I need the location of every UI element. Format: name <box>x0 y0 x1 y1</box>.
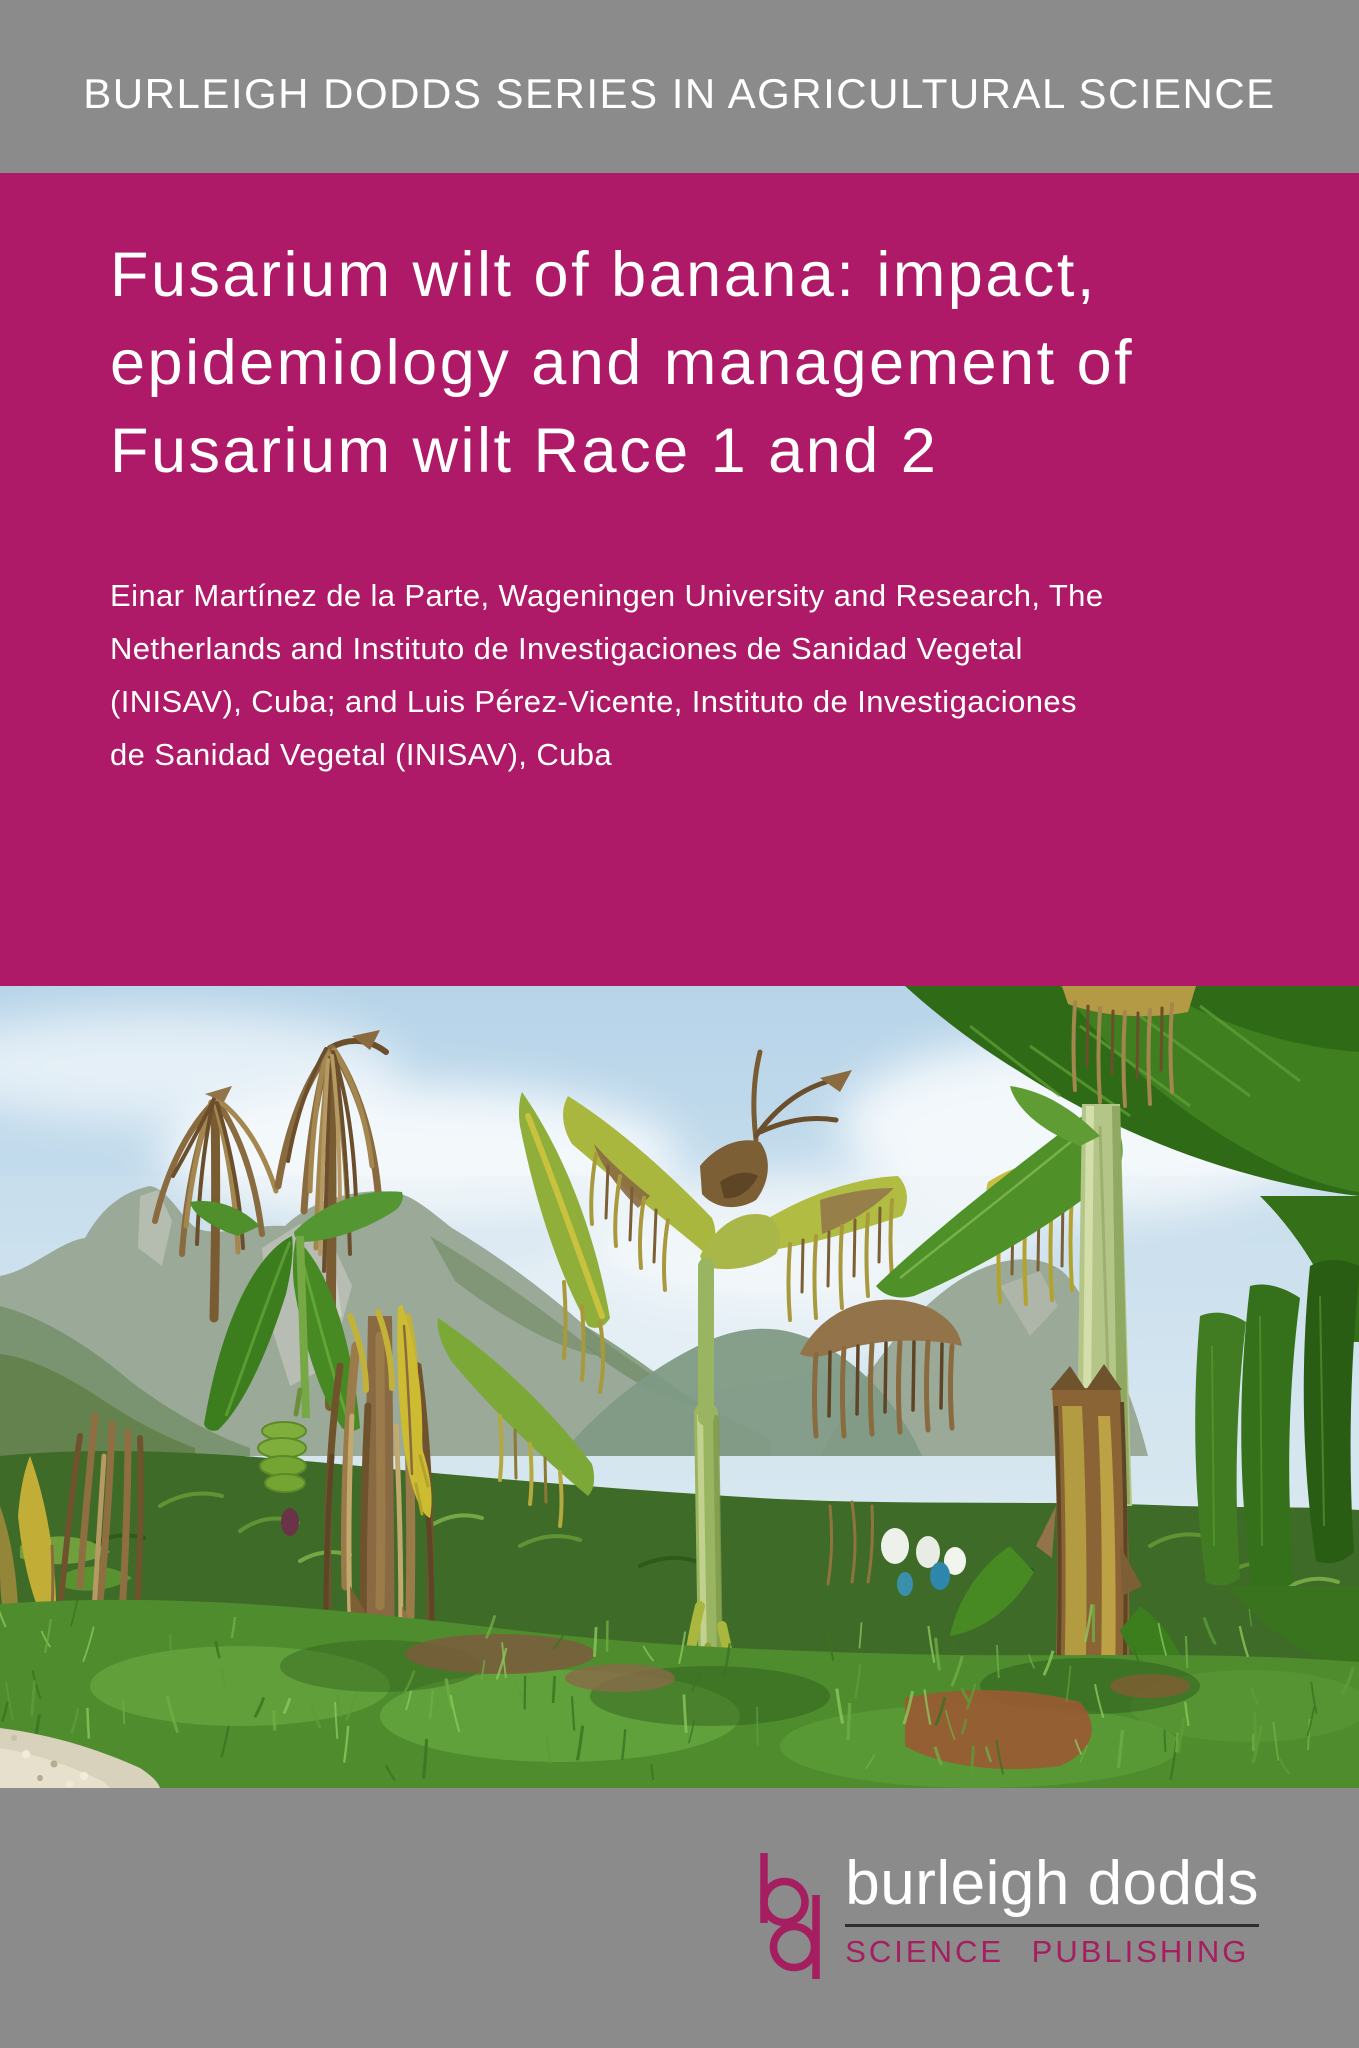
title-band <box>0 173 1359 986</box>
logo-divider <box>845 1924 1259 1927</box>
book-authors <box>110 569 1279 781</box>
series-title: BURLEIGH DODDS SERIES IN AGRICULTURAL SCIENCE <box>83 69 1276 117</box>
book-title <box>110 231 1279 495</box>
authors-line-3: (INISAV), Cuba; and Luis Pérez-Vicente, Instituto de Investigaciones <box>110 684 1077 719</box>
authors-line-1: Einar Martínez de la Parte, Wageningen University and Research, The <box>110 578 1104 613</box>
publisher-wordmark: burleigh dodds <box>845 1849 1259 1918</box>
banana-plantation-illustration <box>0 986 1359 1788</box>
publisher-band <box>0 1788 1359 2048</box>
cover-photo <box>0 986 1359 1788</box>
authors-line-4: de Sanidad Vegetal (INISAV), Cuba <box>110 737 613 772</box>
title-line-2: epidemiology and management of <box>110 328 1135 398</box>
title-line-3: Fusarium wilt Race 1 and 2 <box>110 416 939 486</box>
bd-monogram-icon <box>759 1851 823 1981</box>
title-line-1: Fusarium wilt of banana: impact, <box>110 240 1097 310</box>
series-band <box>0 0 1359 173</box>
publisher-logo-text <box>845 1851 1259 1970</box>
authors-line-2: Netherlands and Instituto de Investigaciones de Sanidad Vegetal <box>110 631 1023 666</box>
publisher-logo <box>759 1851 1259 1981</box>
publisher-caption: SCIENCE PUBLISHING <box>845 1934 1250 1969</box>
